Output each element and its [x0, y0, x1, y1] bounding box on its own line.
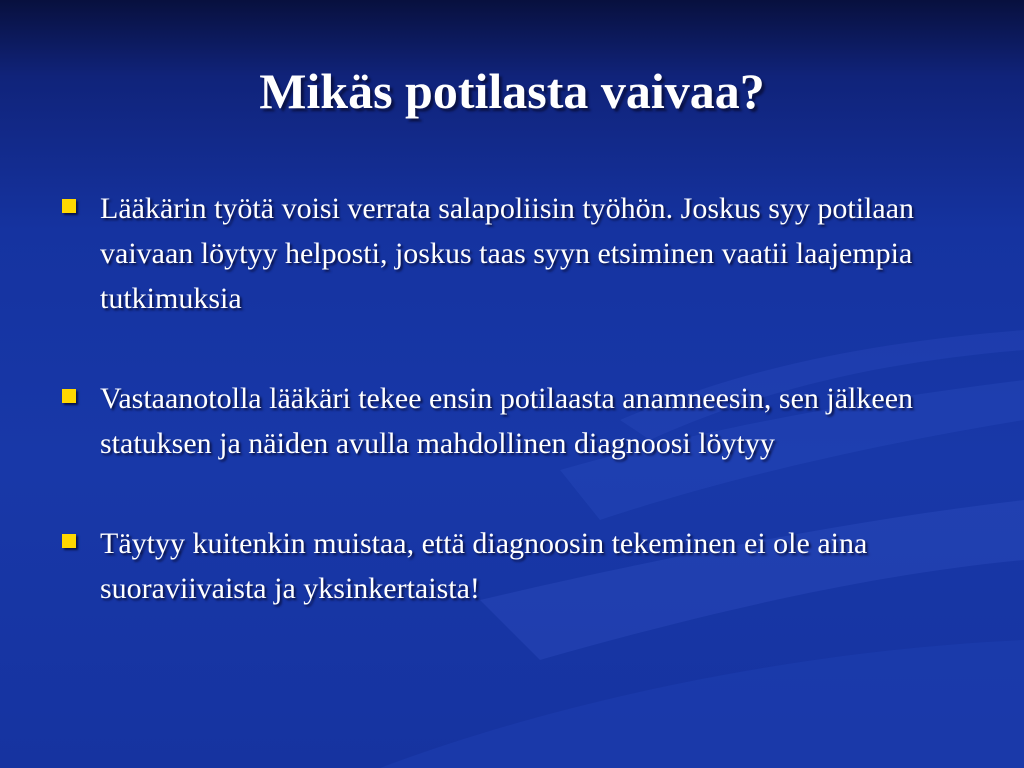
- bullet-item: [62, 376, 962, 466]
- slide-title: Mikäs potilasta vaivaa?: [259, 63, 765, 119]
- bullet-item: [62, 186, 962, 321]
- bullet-list: [62, 186, 962, 666]
- square-bullet-icon: [62, 199, 76, 213]
- bullet-text: Lääkärin työtä voisi verrata salapoliisin työhön. Joskus syy potilaan vaivaan löytyy helposti, joskus taas syyn etsiminen vaatii laajempia tutkimuksia: [100, 192, 915, 315]
- bullet-item: [62, 521, 962, 611]
- square-bullet-icon: [62, 389, 76, 403]
- bullet-text: Täytyy kuitenkin muistaa, että diagnoosin tekeminen ei ole aina suoraviivaista ja yksinkertaista!: [100, 527, 868, 605]
- square-bullet-icon: [62, 534, 76, 548]
- bullet-text: Vastaanotolla lääkäri tekee ensin potilaasta anamneesin, sen jälkeen statuksen ja näiden avulla mahdollinen diagnoosi löytyy: [100, 382, 914, 460]
